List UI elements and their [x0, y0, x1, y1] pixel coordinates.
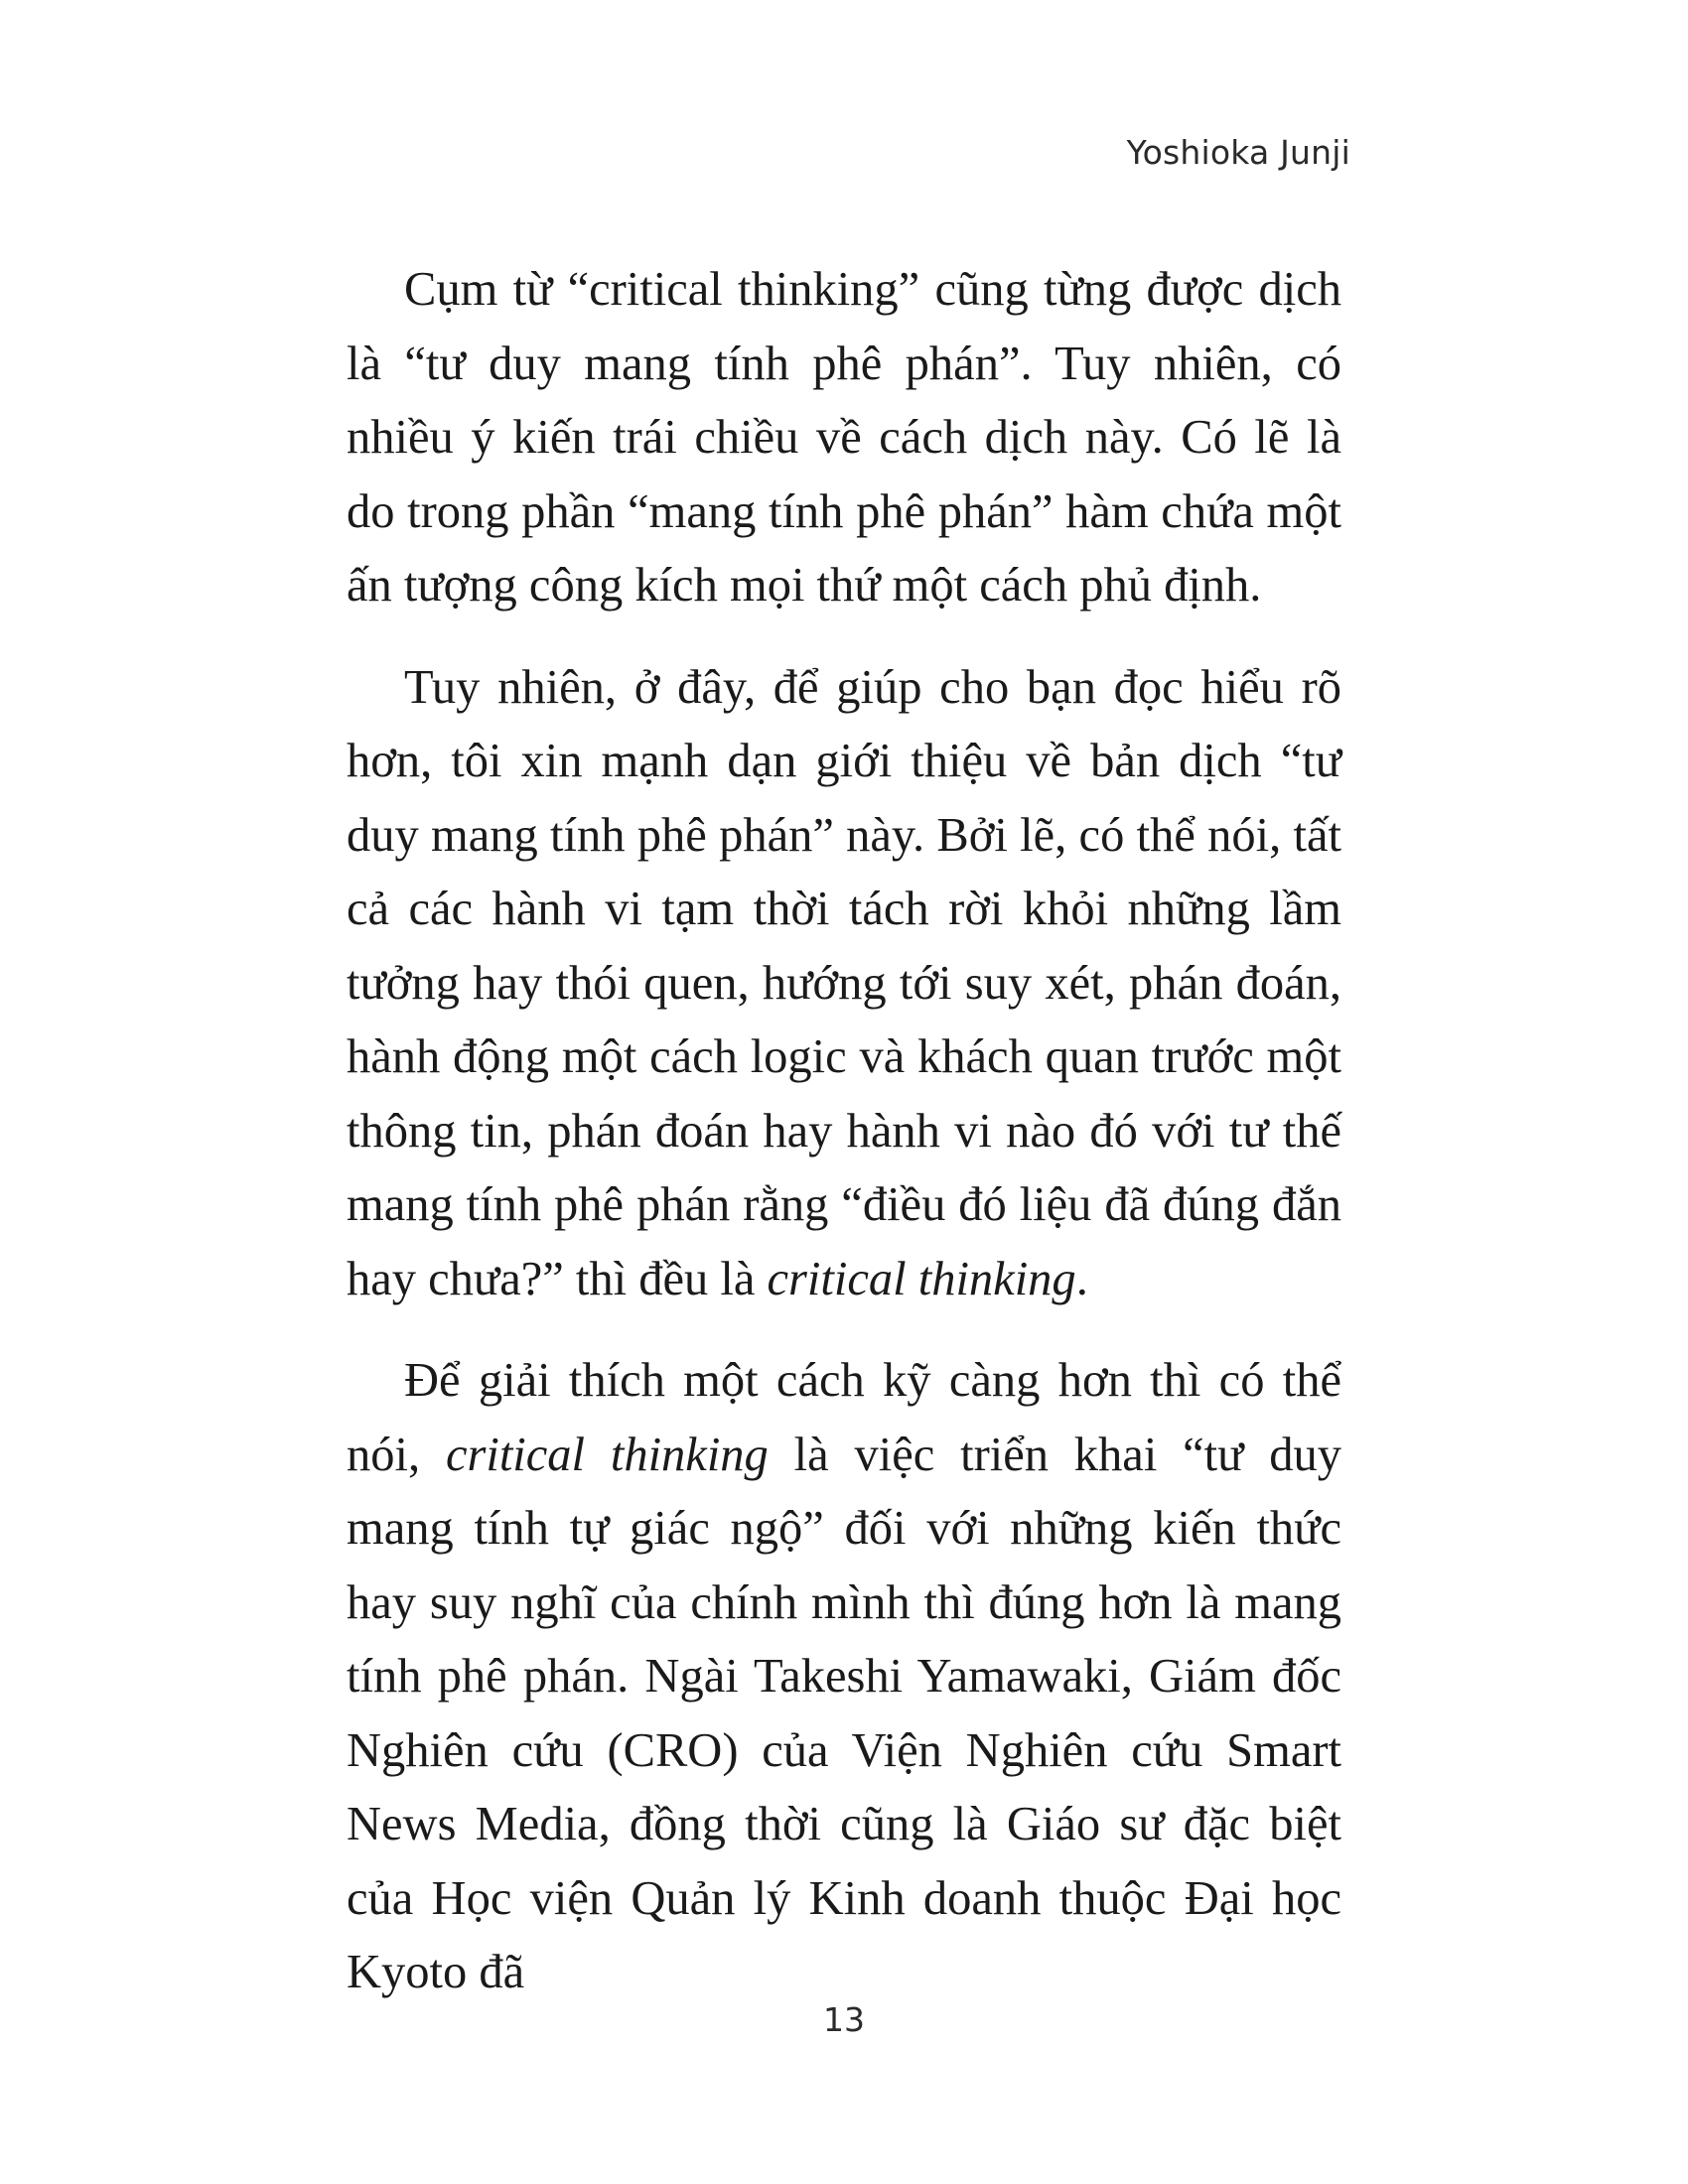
paragraph-2-text-start: Tuy nhiên, ở đây, để giúp cho bạn đọc hiểu rõ hơn, tôi xin mạnh dạn giới thiệu về bản dịch “tư duy mang tính phê phán” này. Bởi lẽ, có thể nói, tất cả các hành vi tạm thời tách rời khỏi những lầm tưởng hay thói quen, hướng tới suy xét, phán đoán, hành động một cách logic và khách quan trước một thông tin, phán đoán hay hành vi nào đó với tư thế mang tính phê phán rằng “điều đó liệu đã đúng đắn hay chưa?” thì đều là	[347, 660, 1341, 1305]
paragraph-2	[347, 651, 1341, 1317]
paragraph-2-italic-term: critical thinking	[767, 1252, 1076, 1305]
running-head-author: Yoshioka Junji	[1126, 133, 1350, 172]
body-text	[347, 253, 1341, 2010]
paragraph-3-text-start: Để giải thích một cách kỹ càng hơn thì có thể nói,	[347, 1354, 1341, 1481]
paragraph-3-text-end: là việc triển khai “tư duy mang tính tự giác ngộ” đối với những kiến thức hay suy nghĩ của chính mình thì đúng hơn là mang tính phê phán. Ngài Takeshi Yamawaki, Giám đốc Nghiên cứu (CRO) của Viện Nghiên cứu Smart News Media, đồng thời cũng là Giáo sư đặc biệt của Học viện Quản lý Kinh doanh thuộc Đại học Kyoto đã	[347, 1428, 1342, 1998]
paragraph-3	[347, 1344, 1341, 2010]
page-number: 13	[823, 2000, 865, 2039]
paragraph-3-italic-term: critical thinking	[445, 1428, 769, 1481]
paragraph-1	[347, 253, 1341, 623]
paragraph-2-text-end: .	[1075, 1252, 1088, 1305]
paragraph-1-text: Cụm từ “critical thinking” cũng từng được dịch là “tư duy mang tính phê phán”. Tuy nhiên, có nhiều ý kiến trái chiều về cách dịch này. Có lẽ là do trong phần “mang tính phê phán” hàm chứa một ấn tượng công kích mọi thứ một cách phủ định.	[347, 263, 1341, 612]
